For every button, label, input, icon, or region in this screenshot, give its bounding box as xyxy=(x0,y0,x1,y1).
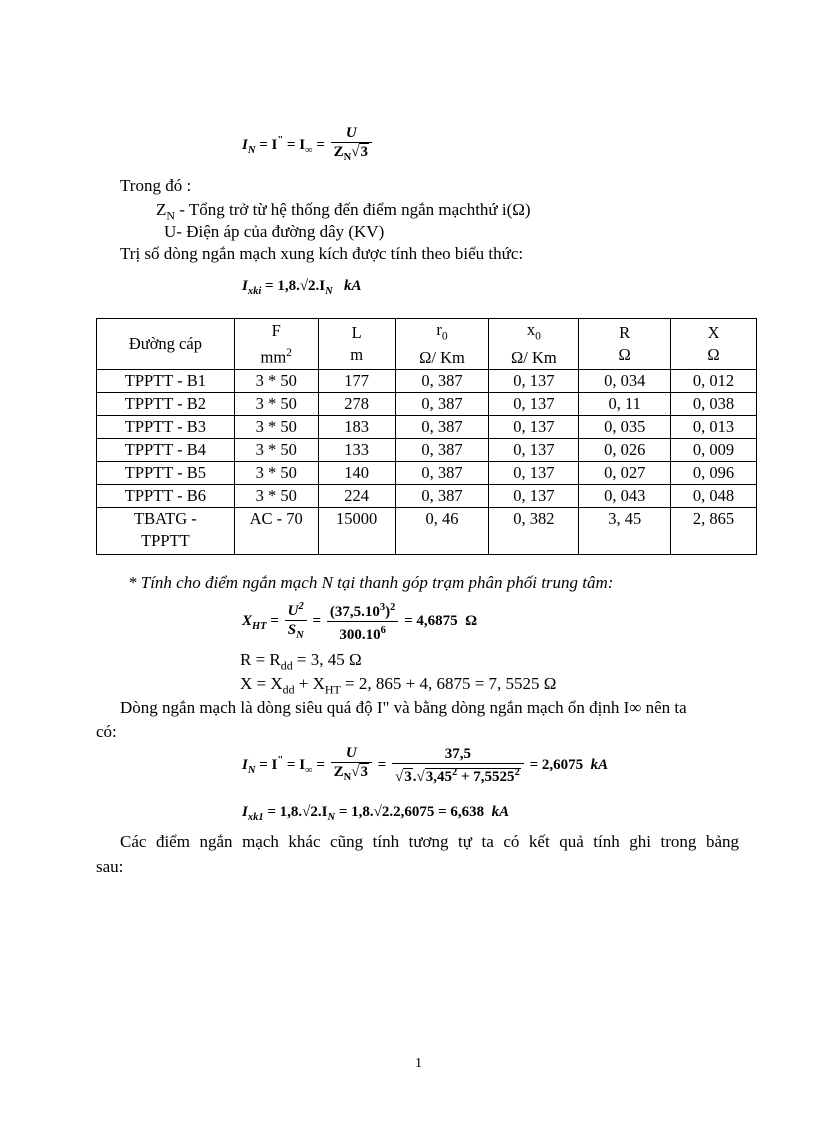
table-cell: 3 * 50 xyxy=(234,393,318,416)
header-cable: Đường cáp xyxy=(97,319,235,370)
header-l: L m xyxy=(318,319,395,370)
table-cell: 3 * 50 xyxy=(234,416,318,439)
formula-lhs: I xyxy=(242,136,248,153)
table-cell: 3 * 50 xyxy=(234,462,318,485)
header-x0: $x_0$ Ω/ Km xyxy=(489,319,579,370)
u-definition: U- Điện áp của đường dây (KV) xyxy=(164,222,385,241)
table-cell: 0, 387 xyxy=(395,439,489,462)
r-line: $R = R_{dd} = 3$, 45 Ω xyxy=(240,650,362,673)
table-cell: 0, 137 xyxy=(489,370,579,393)
table-cell: 0, 038 xyxy=(671,393,757,416)
peak-intro: Trị số dòng ngắn mạch xung kích được tính theo biểu thức: xyxy=(120,244,524,263)
table-cell: 224 xyxy=(318,485,395,508)
table-cell: 0, 012 xyxy=(671,370,757,393)
table-cell: 140 xyxy=(318,462,395,485)
paragraph-2-line-2: sau: xyxy=(96,857,124,876)
table-cell: 177 xyxy=(318,370,395,393)
table-row xyxy=(97,370,757,393)
table-cell: 0, 026 xyxy=(579,439,671,462)
table-header-row xyxy=(97,319,757,370)
paragraph-2-line-1: Các điểm ngắn mạch khác cũng tính tương tự ta có kết quả tính ghi trong bảng xyxy=(120,832,739,851)
table-cell: TPPTT - B3 xyxy=(97,416,235,439)
table-cell: 0, 387 xyxy=(395,416,489,439)
table-cell: 183 xyxy=(318,416,395,439)
table-cell: TPPTT - B4 xyxy=(97,439,235,462)
table-row xyxy=(97,439,757,462)
header-x: X Ω xyxy=(671,319,757,370)
cable-parameters-table xyxy=(96,318,757,555)
table-cell: TPPTT - B6 xyxy=(97,485,235,508)
table-cell: TPPTT - B5 xyxy=(97,462,235,485)
formula-xht: $X_{HT}$ = $\frac{U^2}{S_N}$ = $\frac{(37,5.10^3)^2}{300.10^6}$ = 4,6875 Ω xyxy=(242,598,477,645)
table-cell: 0, 137 xyxy=(489,462,579,485)
x-line: $X = X_{dd} + X_{HT} = 2$, 865 + 4, 6875 = 7, 5525 Ω xyxy=(240,674,557,697)
table-row: TBATG - TPPTT AC - 70 15000 0, 46 0, 382 3, 45 2, 865 xyxy=(97,508,757,555)
formula-peak-value: $I_{xk1} = 1,8.√2.I_N = 1,8.√2.2,6075 = 6,638$ kA xyxy=(242,804,510,823)
formula-peak-current: $I_{xki} = 1,8.√2.I_N$ kA xyxy=(242,278,362,297)
table-row xyxy=(97,416,757,439)
formula-short-circuit-value: $I_N = I^" = I_\infty$ = $\frac{U}{Z_N√3}$ = $\frac{37,5}{√3.√3,45^2 + 7,5525^2}$ = 2,6075 kA xyxy=(242,745,609,785)
table-cell: 0, 387 xyxy=(395,485,489,508)
table-cell: 0, 035 xyxy=(579,416,671,439)
formula-short-circuit-current: $I_N = I^" = I_\infty$ = $\frac{U}{Z_N√3}$ xyxy=(242,124,374,167)
header-r0: $r_0$ Ω/ Km xyxy=(395,319,489,370)
table-cell: 0, 137 xyxy=(489,393,579,416)
table-cell: 0, 034 xyxy=(579,370,671,393)
table-cell: 0, 387 xyxy=(395,370,489,393)
table-cell: 0, 137 xyxy=(489,416,579,439)
table-cell: 278 xyxy=(318,393,395,416)
where-label: Trong đó : xyxy=(120,176,192,195)
table-cell: 0, 009 xyxy=(671,439,757,462)
paragraph-1-line-2: có: xyxy=(96,722,117,741)
paragraph-1-line-1: Dòng ngắn mạch là dòng siêu quá độ I" và bằng dòng ngắn mạch ổn định I∞ nên ta xyxy=(120,698,687,717)
table-row xyxy=(97,393,757,416)
table-cell: 0, 137 xyxy=(489,439,579,462)
table-cell: 0, 387 xyxy=(395,393,489,416)
table-cell: 0, 137 xyxy=(489,485,579,508)
header-f: F $mm^2$ xyxy=(234,319,318,370)
zn-definition: $Z_N$ - Tổng trở từ hệ thống đến điểm ngắn mạchthứ i(Ω) xyxy=(156,200,531,223)
table-cell: 3 * 50 xyxy=(234,370,318,393)
fraction: $\frac{U}{Z_N√3}$ xyxy=(331,124,372,167)
table-cell: 3 * 50 xyxy=(234,439,318,462)
table-cell: TPPTT - B2 xyxy=(97,393,235,416)
table-cell: 0, 096 xyxy=(671,462,757,485)
table-row xyxy=(97,462,757,485)
table-cell: TPPTT - B1 xyxy=(97,370,235,393)
table-cell: 0, 043 xyxy=(579,485,671,508)
table-cell: 133 xyxy=(318,439,395,462)
table-cell: 3 * 50 xyxy=(234,485,318,508)
table-cell: 0, 11 xyxy=(579,393,671,416)
page-number: 1 xyxy=(415,1056,422,1071)
table-cell: 0, 027 xyxy=(579,462,671,485)
table-row xyxy=(97,485,757,508)
section-note: * Tính cho điểm ngắn mạch N tại thanh góp trạm phân phối trung tâm: xyxy=(128,573,614,592)
table-cell: 0, 387 xyxy=(395,462,489,485)
table-cell: 0, 013 xyxy=(671,416,757,439)
table-cell: 0, 048 xyxy=(671,485,757,508)
header-r: R Ω xyxy=(579,319,671,370)
